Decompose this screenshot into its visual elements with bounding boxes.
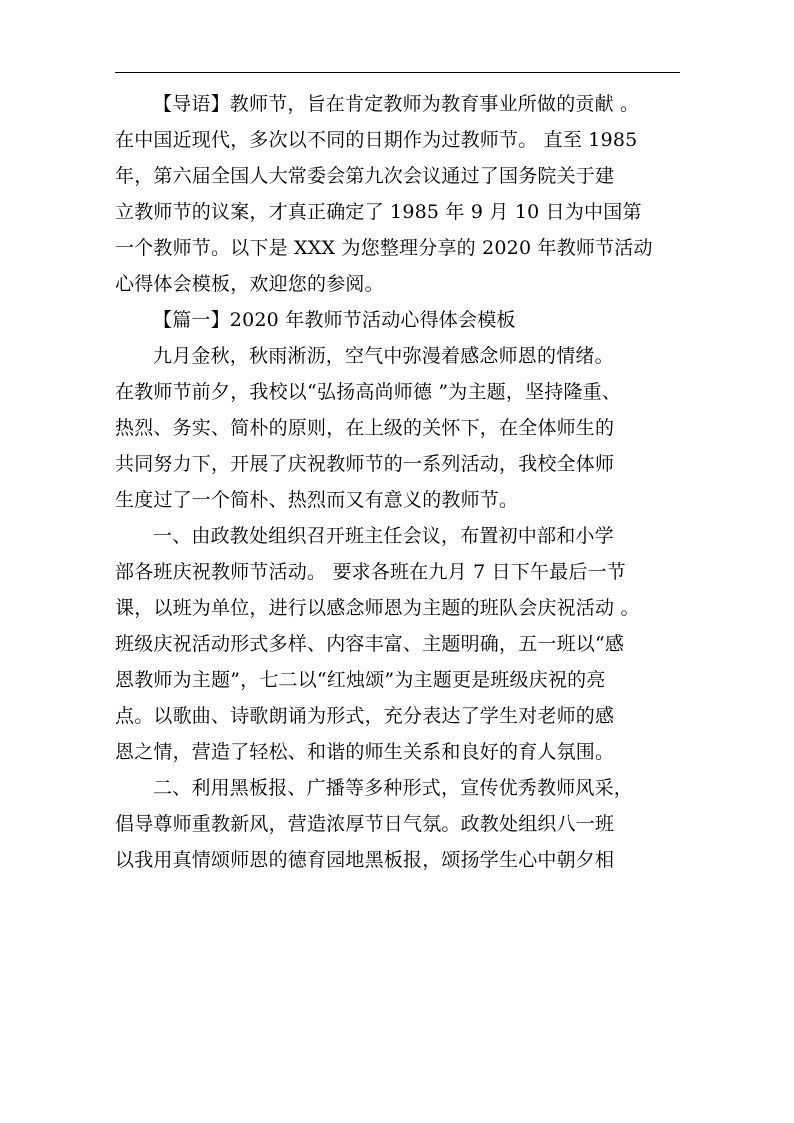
text-line: 共同努力下，开展了庆祝教师节的一系列活动，我校全体师 — [115, 453, 615, 475]
text-line: 立教师节的议案，才真正确定了 1985 年 9 月 10 日为中国第 — [115, 201, 642, 223]
text-line: 九月金秋，秋雨淅沥，空气中弥漫着感念师恩的情绪。 — [153, 345, 614, 367]
text-line: 点。以歌曲、诗歌朗诵为形式，充分表达了学生对老师的感 — [115, 705, 615, 727]
text-line: 在教师节前夕，我校以“弘扬高尚师德 ”为主题，坚持隆重、 — [115, 381, 622, 403]
document-body — [115, 86, 680, 878]
text-line: 【导语】教师节，旨在肯定教师为教育事业所做的贡献 。 — [153, 93, 640, 115]
text-line: 在中国近现代，多次以不同的日期作为过教师节。 直至 1985 — [115, 129, 638, 151]
text-line: 一个教师节。以下是 XXX 为您整理分享的 2020 年教师节活动 — [115, 237, 653, 259]
text-line: 心得体会模板，欢迎您的参阅。 — [115, 273, 384, 295]
paragraph-3 — [115, 770, 680, 878]
text-line: 生度过了一个简朴、热烈而又有意义的教师节。 — [115, 489, 519, 511]
intro-paragraph — [115, 86, 680, 302]
text-line: 班级庆祝活动形式多样、内容丰富、主题明确，五一班以“感 — [115, 633, 625, 655]
text-line: 部各班庆祝教师节活动。 要求各班在九月 7 日下午最后一节 — [115, 561, 627, 583]
text-line: 以我用真情颂师恩的德育园地黑板报，颂扬学生心中朝夕相 — [115, 849, 615, 871]
text-line: 热烈、务实、简朴的原则，在上级的关怀下，在全体师生的 — [115, 417, 615, 439]
text-line: 年，第六届全国人大常委会第九次会议通过了国务院关于建 — [115, 165, 615, 187]
paragraph-2 — [115, 518, 680, 770]
text-line: 倡导尊师重教新风，营造浓厚节日气氛。政教处组织八一班 — [115, 813, 615, 835]
section-title: 【篇一】2020 年教师节活动心得体会模板 — [153, 309, 516, 331]
header-rule — [115, 72, 680, 73]
text-line: 课，以班为单位，进行以感念师恩为主题的班队会庆祝活动 。 — [115, 597, 640, 619]
paragraph-1 — [115, 338, 680, 518]
text-line: 二、利用黑板报、广播等多种形式，宣传优秀教师风采， — [153, 777, 634, 799]
text-line: 恩教师为主题”，七二以“红烛颂”为主题更是班级庆祝的亮 — [115, 669, 606, 691]
text-line: 恩之情，营造了轻松、和谐的师生关系和良好的育人氛围。 — [115, 741, 615, 763]
text-line: 一、由政教处组织召开班主任会议，布置初中部和小学 — [153, 525, 614, 547]
